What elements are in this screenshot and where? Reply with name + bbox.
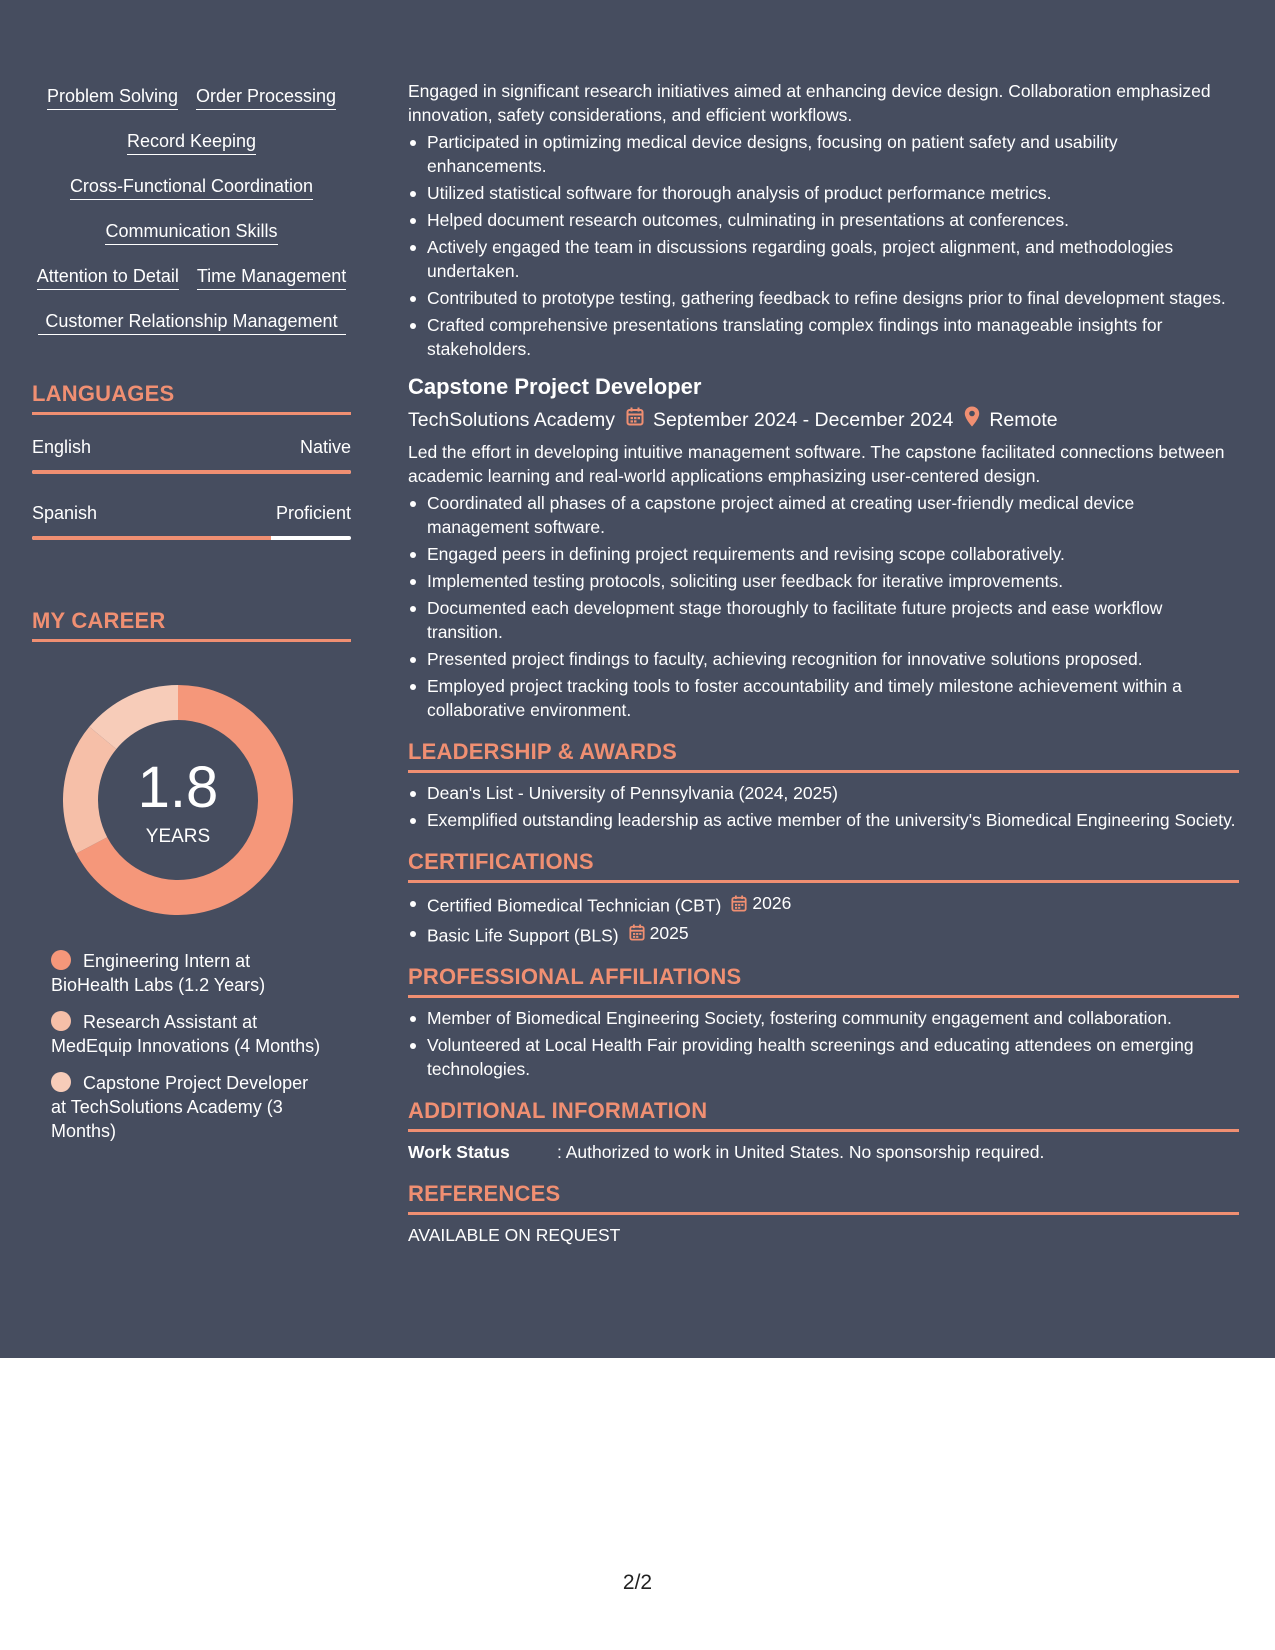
- leadership-item: Exemplified outstanding leadership as active member of the university's Biomedical Engineering Society.: [408, 808, 1239, 832]
- certification-item: [408, 921, 1239, 948]
- language-proficiency-fill: [32, 536, 271, 540]
- job-bullet: Implemented testing protocols, soliciting user feedback for iterative improvements.: [408, 569, 1239, 593]
- job-location: Remote: [989, 409, 1058, 431]
- career-legend-item: [51, 1010, 321, 1058]
- affiliation-item: Member of Biomedical Engineering Society, fostering community engagement and collaboration.: [408, 1006, 1239, 1030]
- work-status-value: : Authorized to work in United States. No sponsorship required.: [557, 1142, 1045, 1162]
- calendar-icon: [731, 895, 747, 912]
- job-bullet: Coordinated all phases of a capstone project aimed at creating user-friendly medical device management software.: [408, 491, 1239, 539]
- language-item: [32, 435, 351, 474]
- job-bullet: Crafted comprehensive presentations translating complex findings into manageable insights for stakeholders.: [408, 313, 1239, 361]
- job-bullet: Engaged peers in defining project requirements and revising scope collaboratively.: [408, 542, 1239, 566]
- references-heading: REFERENCES: [408, 1180, 1239, 1215]
- job-bullet: Utilized statistical software for thorough analysis of product performance metrics.: [408, 181, 1239, 205]
- skills-list: [32, 84, 351, 354]
- legend-dot-icon: [51, 950, 71, 970]
- skill-item: Record Keeping: [127, 129, 256, 155]
- legend-dot-icon: [51, 1011, 71, 1031]
- certification-year: 2025: [649, 922, 689, 943]
- job-bullets: [408, 491, 1239, 722]
- language-proficiency-bar: [32, 536, 351, 540]
- certification-name: Basic Life Support (BLS): [427, 925, 619, 945]
- career-heading: MY CAREER: [32, 607, 351, 642]
- career-legend-label: Research Assistant at MedEquip Innovations (4 Months): [51, 1012, 321, 1056]
- job-summary: Engaged in significant research initiatives aimed at enhancing device design. Collaboration emphasized innovation, safety considerations, and efficient workflows.: [408, 81, 1211, 125]
- certification-year: 2026: [752, 893, 792, 913]
- certification-name: Certified Biomedical Technician (CBT): [427, 895, 722, 916]
- additional-info-heading: ADDITIONAL INFORMATION: [408, 1097, 1239, 1132]
- affiliations-heading: PROFESSIONAL AFFILIATIONS: [408, 963, 1239, 998]
- certifications-heading: CERTIFICATIONS: [408, 848, 1239, 883]
- job-company: TechSolutions Academy: [408, 409, 616, 431]
- job-bullet: Actively engaged the team in discussions regarding goals, project alignment, and methodologies undertaken.: [408, 235, 1239, 283]
- skill-item: Problem Solving: [47, 84, 178, 110]
- job-bullet: Employed project tracking tools to foster accountability and timely milestone achievement within a collaborative environment.: [408, 674, 1239, 722]
- certification-item: [408, 891, 1239, 918]
- affiliations-list: [408, 1006, 1239, 1081]
- skill-item: Order Processing: [196, 84, 336, 110]
- job-bullet: Participated in optimizing medical device designs, focusing on patient safety and usability enhancements.: [408, 130, 1239, 178]
- work-status-row: [408, 1140, 1239, 1164]
- job-bullet: Presented project findings to faculty, achieving recognition for innovative solutions proposed.: [408, 647, 1239, 671]
- job-title: Capstone Project Developer: [408, 374, 702, 399]
- leadership-heading: LEADERSHIP & AWARDS: [408, 738, 1239, 773]
- language-level: Proficient: [275, 503, 351, 523]
- job-bullets: [408, 130, 1239, 361]
- job-dates: September 2024 - December 2024: [653, 409, 954, 431]
- skill-item: Time Management: [197, 264, 346, 290]
- career-legend-item: [51, 949, 321, 997]
- language-proficiency-fill: [32, 470, 351, 474]
- career-donut-chart: [63, 685, 293, 915]
- job-summary: Led the effort in developing intuitive management software. The capstone facilitated connections between academic learning and real-world applications emphasizing user-centered design.: [408, 442, 1225, 486]
- legend-dot-icon: [51, 1072, 71, 1092]
- skill-item: Attention to Detail: [37, 264, 179, 290]
- languages-heading: LANGUAGES: [32, 380, 351, 415]
- career-legend-label: Engineering Intern at BioHealth Labs (1.2 Years): [51, 951, 266, 995]
- career-total: 1.8: [137, 755, 219, 820]
- leadership-item: Dean's List - University of Pennsylvania (2024, 2025): [408, 781, 1239, 805]
- work-status-label: Work Status: [408, 1142, 510, 1162]
- job-bullet: Helped document research outcomes, culminating in presentations at conferences.: [408, 208, 1239, 232]
- left-column: [32, 84, 351, 1156]
- language-item: [32, 501, 351, 540]
- language-level: Native: [299, 437, 351, 457]
- job-bullet: Contributed to prototype testing, gathering feedback to refine designs prior to final development stages.: [408, 286, 1239, 310]
- certifications-list: [408, 891, 1239, 947]
- skill-item: Customer Relationship Management: [38, 309, 346, 335]
- language-proficiency-bar: [32, 470, 351, 474]
- references-text: AVAILABLE ON REQUEST: [408, 1225, 621, 1245]
- career-legend-item: [51, 1071, 321, 1143]
- career-legend: [51, 949, 321, 1143]
- location-pin-icon: [964, 406, 980, 434]
- language-name: Spanish: [32, 503, 98, 523]
- language-name: English: [32, 437, 92, 457]
- calendar-icon: [629, 924, 645, 941]
- skill-item: Communication Skills: [105, 219, 277, 245]
- page-number: 2/2: [622, 1571, 653, 1594]
- leadership-list: [408, 781, 1239, 832]
- calendar-icon: [626, 407, 644, 433]
- skill-item: Cross-Functional Coordination: [70, 174, 313, 200]
- job-bullet: Documented each development stage thoroughly to facilitate future projects and ease workflow transition.: [408, 596, 1239, 644]
- affiliation-item: Volunteered at Local Health Fair providing health screenings and educating attendees on emerging technologies.: [408, 1033, 1239, 1081]
- job-meta: [408, 406, 1239, 434]
- career-legend-label: Capstone Project Developer at TechSolutions Academy (3 Months): [51, 1073, 309, 1141]
- right-column: [408, 79, 1239, 1247]
- career-unit: YEARS: [145, 826, 211, 847]
